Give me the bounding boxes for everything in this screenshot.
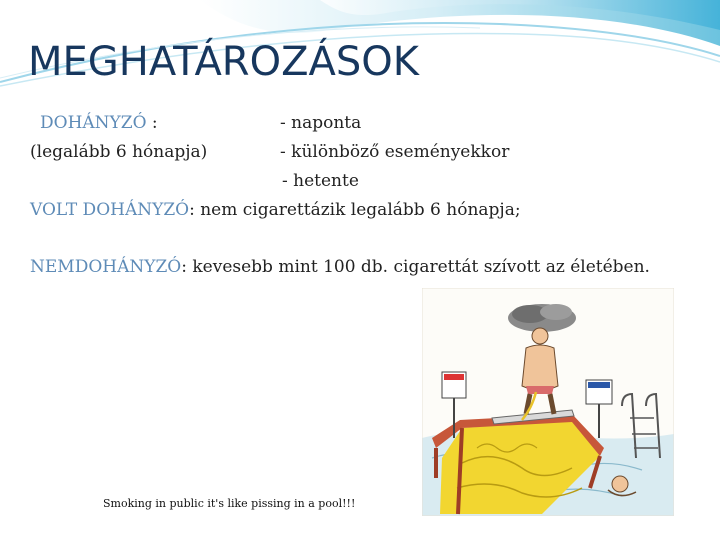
smoker-label: DOHÁNYZÓ bbox=[40, 113, 147, 133]
former-smoker-text: : nem cigarettázik legalább 6 hónapja; bbox=[189, 200, 521, 220]
smoker-option-events: - különböző eseményekkor bbox=[280, 142, 510, 162]
smoker-option-weekly: - hetente bbox=[282, 171, 359, 191]
former-smoker-label: VOLT DOHÁNYZÓ bbox=[30, 200, 190, 220]
cartoon-illustration bbox=[422, 288, 674, 516]
page-title: MEGHATÁROZÁSOK bbox=[28, 39, 419, 85]
smoker-sublabel: (legalább 6 hónapja) bbox=[30, 142, 208, 162]
smoker-option-daily: - naponta bbox=[280, 113, 362, 133]
non-smoker-text: : kevesebb mint 100 db. cigarettát szívott az életében. bbox=[181, 257, 650, 277]
non-smoker-label: NEMDOHÁNYZÓ bbox=[30, 257, 182, 277]
cartoon-caption: Smoking in public it's like pissing in a pool!!! bbox=[103, 497, 356, 510]
former-smoker-definition bbox=[30, 200, 521, 220]
non-smoker-definition bbox=[30, 257, 650, 277]
smoker-colon: : bbox=[146, 113, 158, 133]
smoker-term bbox=[40, 113, 158, 133]
